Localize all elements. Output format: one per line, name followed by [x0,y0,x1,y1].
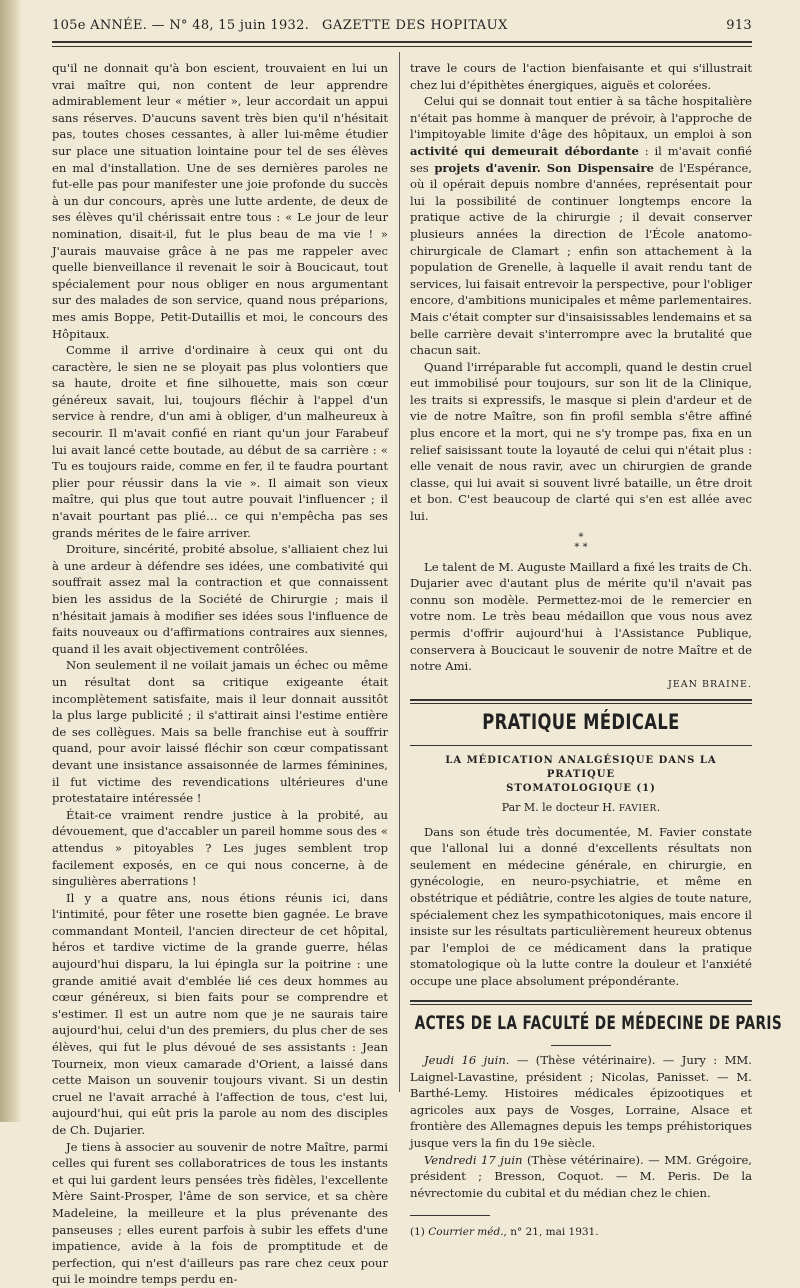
article-title-line: LA MÉDICATION ANALGÉSIQUE DANS LA PRATIQUE [445,754,717,780]
issue-info: 105e ANNÉE. — N° 48, 15 juin 1932. [52,18,310,33]
paragraph: Je tiens à associer au souvenir de notre Maître, parmi celles qui furent ses collaboratrices de tous les instants et qui lui gardent leurs pensées très fidèles, l'excellente Mère Saint-Prosper, l'âme de son service, et sa chère Madeleine, la meilleure et la plus prévenante des panseuses ; elles eurent parfois à subir les effets d'une impatience, avide à la fois de promptitude et de perfection, qui n'est d'ailleurs pas rare chez ceux pour qui le moindre temps perdu en- [52,1139,388,1287]
left-column [52,60,388,1288]
short-rule [551,1045,611,1046]
text-run: Celui qui se donnait tout entier à sa tâche hospitalière n'était pas homme à manquer de prévoir, à l'approche de l'impitoyable limite d'âge des hôpitaux, un emploi à son [410,94,752,142]
footnote-rule [410,1215,490,1216]
footnote-marker: (1) [410,1226,429,1239]
paragraph: Comme il arrive d'ordinaire à ceux qui ont du caractère, le sien ne se ployait pas plus volontiers que sa haute, droite et fine silhouette, mais son cœur généreux savait, lui, toujours fléchir à l'appel d'un service à rendre, d'un ami à obliger, d'un malheureux à secourir. Il m'avait confié en riant qu'un jour Farabeuf lui avait lancé cette boutade, au début de sa carrière : « Tu es toujours raide, comme en fer, il te faudra pourtant plier pour réussir dans la vie ». Il aimait son vieux maître, qui plus que tout autre pouvait l'influencer ; il n'avait pourtant pas plié… ce qui n'empêcha pas ses grands mérites de le faire arriver. [52,343,388,540]
byline-prefix: Par M. le docteur H. [501,800,619,814]
section-rule [410,699,752,704]
section-rule [410,745,752,746]
paragraph [410,93,752,359]
paragraph: Il y a quatre ans, nous étions réunis ici, dans l'intimité, pour fêter une rosette bien gagnée. Le brave commandant Monteil, l'ancien directeur de cet hôpital, héros et tardive victime de la grande guerre, hélas aujourd'hui disparu, la lui épingla sur la poitrine : une grande amitié avait d'emblée lié ces deux hommes au cœur généreux, si bien faits pour se comprendre et s'estimer. Il est un autre nom que je ne saurais taire aujourd'hui, celui d'un des premiers, du plus cher de ses élèves, qui fut le plus dévoué de ses assistants : Jean Tourneix, mon vieux camarade d'Orient, a laissé dans cette Maison un souvenir toujours vivant. Si un destin cruel ne l'avait arraché à l'affection de tous, c'est lui, aujourd'hui, qui eût pris la parole au nom des disciples de Ch. Dujarier. [52,890,388,1137]
author-signature: JEAN BRAINE. [668,678,752,690]
act-date: Jeudi 16 juin. [424,1053,510,1068]
article-title-line: STOMATOLOGIQUE (1) [506,782,656,794]
binding-edge [0,0,22,1122]
paragraph: Quand l'irréparable fut accompli, quand le destin cruel eut immobilisé pour toujours, sur son lit de la Clinique, les traits si expressifs, le masque si plein d'ardeur et de vie de notre Maître, son fin profil sembla s'être affiné plus encore et la mort, qui ne s'y trompe pas, fixa en un relief saisissant toute la loyauté de celui qui n'était plus : elle venait de nous ravir, avec un chirurgien de grande classe, qui lui avait si souvent livré bataille, un être droit et bon. C'est beaucoup de clarté qui s'en est allée avec lui. [410,359,752,524]
paragraph: Le talent de M. Auguste Maillard a fixé les traits de Ch. Dujarier avec d'autant plus de mérite qu'il n'avait pas connu son modèle. Permettez-moi de le remercier en votre nom. Le très beau médaillon que vous nous avez permis d'offrir aujourd'hui à l'Assistance Publique, conservera à Boucicaut le souvenir de notre Maître et de notre Ami. [410,559,752,674]
paragraph [410,1152,752,1202]
act-text: (Thèse vétérinaire). — MM. Grégoire, président ; Bresson, Coquot. — M. Peris. De la névrectomie du cubital et du médian chez le chien. [410,1152,752,1200]
footnote [410,1224,752,1241]
text-run: : il m'avait confié ses [410,143,752,175]
footnote-journal: Courrier méd. [428,1226,504,1239]
paragraph: trave le cours de l'action bienfaisante et qui s'illustrait chez lui d'épithètes énergiques, aiguës et colorées. [410,61,752,92]
section-rule [410,1000,752,1005]
text-run: de l'Espérance, où il opérait depuis nombre d'années, représentait pour lui la possibilité de continuer longtemps encore la pratique active de la chirurgie ; il devait conserver plusieurs années la direction de l'École anatomo-chirurgicale de Clamart ; enfin son attachement à la population de Grenelle, à laquelle il avait rendu tant de services, lui faisait entrevoir la perspective, pour l'obliger encore, d'ambitions municipales et même parlementaires. Mais c'était compter sur d'insaisissables lendemains et sa belle carrière devait s'interrompre avec la brutalité que chacun sait. [410,160,752,358]
act-date: Vendredi 17 juin [424,1152,523,1167]
column-divider [399,52,400,1092]
paragraph: Dans son étude très documentée, M. Favier constate que l'allonal lui a donné d'excellents résultats non seulement en médecine générale, en chirurgie, en gynécologie, en neuro-psychiatrie, et même en obstétrique et pédiâtrie, contre les algies de toute nature, spécialement chez les sympathicotoniques, mais encore il insiste sur les résultats particulièrement heureux obtenus par l'emploi de ce médicament dans la pratique stomatologique où la lutte contre la douleur et l'anxiété occupe une place absolument prépondérante. [410,824,752,988]
paragraph: qu'il ne donnait qu'à bon escient, trouvaient en lui un vrai maître qui, non content de leur apprendre admirablement leur « métier », leur accordait un appui sans réserves. D'aucuns savent très bien qu'il n'hésitait pas, toutes choses cessantes, à aller lui-même étudier sur place une situation lointaine pour tel de ses élèves en mal d'installation. Une de ses dernières paroles ne fut-elle pas pour manifester une joie profonde du succès à un dur concours, après une lutte ardente, de deux de ses élèves qu'il chérissait entre tous : « Le jour de leur nomination, disait-il, fut le plus beau de ma vie ! » J'aurais mauvaise grâce à ne pas me rappeler avec quelle bienveillance il revenait le soir à Boucicaut, tout spécialement pour nous obliger en nous argumentant sur des malades de son service, quand nous préparions, mes amis Boppe, Petit-Dutaillis et moi, le concours des Hôpitaux. [52,61,388,341]
page-header [52,16,752,38]
byline [410,800,752,818]
act-text: — (Thèse vétérinaire). — Jury : MM. Laignel-Lavastine, président ; Nicolas, Panisset. — M. Barthé-Lemy. Histoires médicales épizootiques et agricoles aux pays de Vosges, Lorraine, Alsace et frontière des Allemagnes depuis les temps préhistoriques jusque vers la fin du 19e siècle. [410,1053,752,1151]
author-name: FAVIER [618,803,657,814]
byline-suffix: . [656,800,661,814]
paragraph: Non seulement il ne voilait jamais un échec ou même un résultat dont sa critique exigeante était incomplètement satisfaite, mais il leur donnait aussitôt la plus large publicité ; il s'attirait ainsi l'estime entière de ses collègues. Mais sa belle franchise eut à souffrir quand, pour avoir laissé fléchir son cœur compatissant devant une insistance assaisonnée de larmes féminines, il fut victime des revendications ultérieures d'une protestataire intéressée ! [52,658,388,806]
paragraph [410,1052,752,1152]
section-title-actes: ACTES DE LA FACULTÉ DE MÉDECINE DE PARIS [414,1011,783,1034]
bold-text: activité qui demeurait débordante [410,143,639,158]
paragraph: Était-ce vraiment rendre justice à la probité, au dévouement, que d'accabler un pareil homme sous des « attendus » pitoyables ? Les juges semblent trop facilement exposés, en ce qui nous concerne, à de singulières aberrations ! [52,807,388,889]
section-title-pratique: PRATIQUE MÉDICALE [482,710,680,735]
bold-text: projets d'avenir. Son Dispensaire [434,160,655,175]
header-rule [52,41,752,47]
journal-title: GAZETTE DES HOPITAUX [322,18,508,33]
article-title [410,754,752,796]
right-column [410,60,783,1241]
paragraph: Droiture, sincérité, probité absolue, s'alliaient chez lui à une ardeur à défendre ses idées, une combativité qui souffrait assez mal la contraction et que connaissent bien les assidus de la Société de Chirurgie ; mais il n'hésitait jamais à modifier ses idées sous l'influence de faits nouveaux ou d'affirmations contraires aux siennes, quand il les avait objectivement contrôlées. [52,542,388,656]
page-number: 913 [726,18,752,33]
footnote-details: , n° 21, mai 1931. [503,1226,599,1239]
asterism: * * * [574,531,588,553]
